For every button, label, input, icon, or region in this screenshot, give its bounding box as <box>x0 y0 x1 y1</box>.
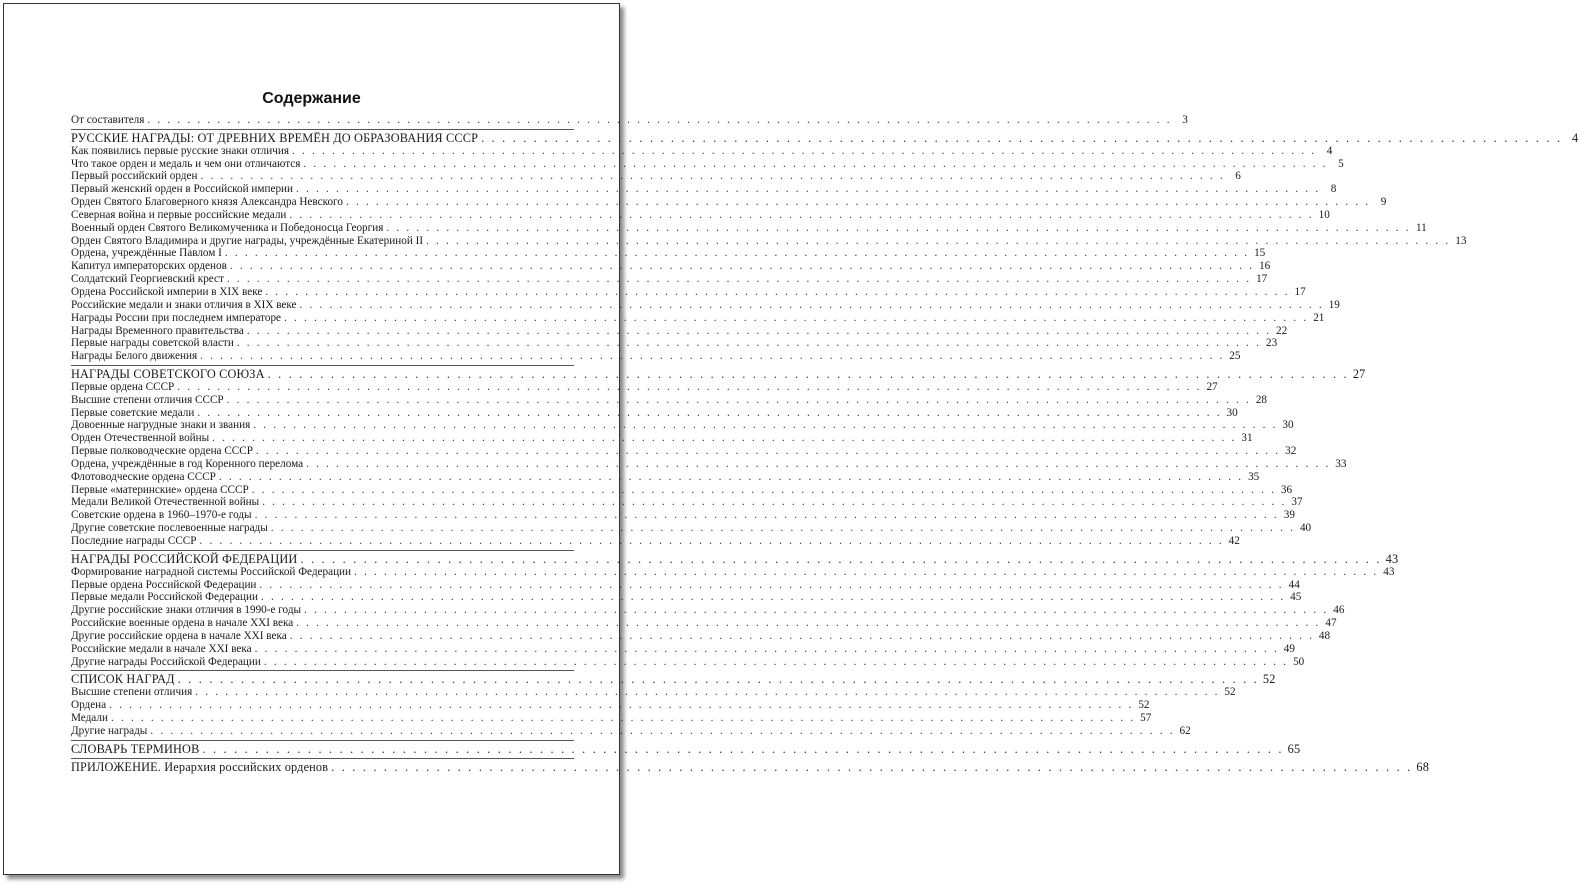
dot-leader <box>111 712 1135 725</box>
dot-leader <box>268 368 1349 381</box>
toc-entry-title: Последние награды СССР <box>71 535 197 547</box>
toc-entry-title: Первые медали Российской Федерации <box>71 591 258 604</box>
toc-entry-title: Высшие степени отличия <box>71 686 193 699</box>
toc-page-number: 49 <box>1283 642 1295 655</box>
toc-page-number: 9 <box>1380 196 1387 209</box>
toc-entry-title: РУССКИЕ НАГРАДЫ: ОТ ДРЕВНИХ ВРЕМЁН ДО ОБРАЗОВАНИЯ СССР <box>71 130 479 145</box>
toc-entry <box>71 642 1295 656</box>
dot-leader <box>237 337 1261 350</box>
toc-entry <box>71 183 1337 196</box>
dot-leader <box>147 114 1171 127</box>
toc-entry-title: Орден Святого Владимира и другие награды, учреждённые Екатериной II <box>71 234 424 247</box>
toc-entry-title: Другие награды Российской Федерации <box>71 655 261 668</box>
toc-entry-title: Первые награды советской власти <box>71 337 234 350</box>
toc-section-heading <box>71 741 1301 756</box>
toc-entry <box>71 208 1330 222</box>
toc-section-heading <box>71 672 1276 687</box>
toc-entry <box>71 617 1337 630</box>
toc-entry <box>71 535 1240 548</box>
toc-entry <box>71 699 1150 712</box>
toc-page-number: 46 <box>1333 604 1345 617</box>
toc-entry-title: Российские медали и знаки отличия в XIX веке <box>71 298 297 311</box>
toc-entry-title: Ордена, учреждённые Павлом I <box>71 247 222 260</box>
toc-entry <box>71 324 1288 338</box>
dot-leader <box>296 183 1320 196</box>
table-of-contents <box>71 114 1578 774</box>
toc-entry-title: Первые полководческие ордена СССР <box>71 445 253 458</box>
toc-entry-title: Медали Великой Отечественной войны <box>71 496 260 509</box>
dot-leader <box>300 553 1381 566</box>
toc-page-number: 21 <box>1313 311 1325 324</box>
toc-page-number: 22 <box>1276 324 1288 337</box>
toc-entry-title: НАГРАДЫ РОССИЙСКОЙ ФЕДЕРАЦИИ <box>71 551 298 566</box>
toc-page-number: 47 <box>1325 617 1337 630</box>
toc-entry-title: Первые «материнские» ордена СССР <box>71 483 249 496</box>
toc-page-number: 27 <box>1352 367 1366 382</box>
toc-entry-title: Другие российские ордена в начале XXI века <box>71 629 287 642</box>
toc-entry <box>71 565 1395 579</box>
dot-leader <box>109 699 1133 712</box>
toc-page-number: 48 <box>1318 629 1331 642</box>
toc-page-number: 39 <box>1283 509 1295 522</box>
toc-entry-title: Довоенные нагрудные знаки и звания <box>71 419 251 432</box>
toc-entry <box>71 578 1300 592</box>
toc-entry-title: Что такое орден и медаль и чем они отличаются <box>71 157 301 170</box>
toc-page-number: 40 <box>1299 522 1312 535</box>
toc-page-number: 30 <box>1282 419 1294 432</box>
toc-entry <box>71 629 1331 643</box>
toc-page-number: 62 <box>1179 724 1191 737</box>
toc-page-number: 30 <box>1226 406 1238 419</box>
toc-section-heading <box>71 551 1399 566</box>
dot-leader <box>212 432 1236 445</box>
dot-leader <box>290 630 1314 643</box>
toc-page-number: 3 <box>1182 114 1188 126</box>
toc-entry-title: Медали <box>71 711 108 724</box>
toc-entry <box>71 114 1188 127</box>
dot-leader <box>306 458 1330 471</box>
dot-leader <box>354 566 1378 579</box>
toc-entry <box>71 196 1387 209</box>
toc-entry <box>71 380 1218 394</box>
toc-entry <box>71 604 1345 617</box>
dot-leader <box>178 673 1259 686</box>
toc-page-number: 43 <box>1383 565 1395 578</box>
dot-leader <box>200 350 1224 363</box>
document-page <box>3 3 1578 875</box>
section-divider <box>71 670 574 671</box>
dot-leader <box>256 445 1280 458</box>
toc-entry <box>71 470 1260 484</box>
dot-leader <box>292 145 1316 158</box>
toc-entry-title: Награды Белого движения <box>71 350 198 363</box>
toc-entry <box>71 711 1152 725</box>
toc-section-heading <box>71 367 1366 382</box>
toc-entry-title: Первый российский орден <box>71 170 198 183</box>
toc-entry-title: Другие российские знаки отличия в 1990-е годы <box>71 604 302 617</box>
dot-leader <box>195 686 1219 699</box>
toc-page-number: 23 <box>1265 337 1278 350</box>
dot-leader <box>227 394 1251 407</box>
toc-page-number: 25 <box>1229 350 1241 363</box>
toc-page-number: 32 <box>1285 445 1297 458</box>
toc-entry-title: Высшие степени отличия СССР <box>71 393 224 406</box>
dot-leader <box>262 496 1286 509</box>
toc-section-heading <box>71 759 1429 774</box>
dot-leader <box>284 312 1308 325</box>
dot-leader <box>259 579 1283 592</box>
toc-entry-title: Солдатский Георгиевский крест <box>71 273 224 286</box>
toc-page-number: 52 <box>1262 672 1276 687</box>
toc-entry-title: Первые ордена СССР <box>71 380 175 393</box>
dot-leader <box>289 209 1313 222</box>
dot-leader <box>177 381 1201 394</box>
toc-page-number: 4 <box>1326 144 1333 157</box>
toc-entry <box>71 406 1238 420</box>
toc-entry-title: Орден Отечественной войны <box>71 432 210 445</box>
toc-entry <box>71 724 1191 738</box>
toc-entry-title: Как появились первые русские знаки отличия <box>71 144 289 157</box>
toc-entry-title: От составителя <box>71 114 145 126</box>
toc-entry-title: Северная война и первые российские медали <box>71 208 287 221</box>
toc-page-number: 17 <box>1256 273 1268 286</box>
toc-entry-title: НАГРАДЫ СОВЕТСКОГО СОЮЗА <box>71 367 265 382</box>
toc-entry <box>71 298 1340 312</box>
dot-leader <box>481 132 1562 145</box>
toc-page-number: 45 <box>1290 591 1302 604</box>
dot-leader <box>296 617 1320 630</box>
toc-page-number: 35 <box>1248 470 1260 483</box>
dot-leader <box>331 761 1412 774</box>
toc-entry <box>71 221 1427 235</box>
toc-entry-title: СПИСОК НАГРАД <box>71 672 175 687</box>
toc-entry-title: Орден Святого Благоверного князя Александра Невского <box>71 196 343 209</box>
toc-page-number: 33 <box>1335 457 1347 470</box>
toc-page-number: 43 <box>1385 551 1399 566</box>
toc-entry <box>71 591 1302 604</box>
toc-page-number: 28 <box>1255 393 1268 406</box>
toc-page-number: 52 <box>1138 699 1150 712</box>
toc-page-number: 57 <box>1140 711 1152 724</box>
toc-page-number: 52 <box>1224 686 1236 699</box>
toc-page-number: 27 <box>1206 380 1218 393</box>
toc-entry-title: Российские медали в начале XXI века <box>71 642 252 655</box>
toc-entry <box>71 350 1241 363</box>
dot-leader <box>386 222 1410 235</box>
toc-entry-title: Первые советские медали <box>71 406 195 419</box>
toc-entry-title: Капитул императорских орденов <box>71 260 227 273</box>
toc-page-number: 4 <box>1571 130 1578 145</box>
toc-entry-title: Формирование наградной системы Российской Федерации <box>71 565 352 578</box>
toc-entry <box>71 144 1333 158</box>
toc-page-number: 16 <box>1259 260 1271 273</box>
toc-entry-title: Российские военные ордена в начале XXI века <box>71 617 294 630</box>
toc-entry <box>71 522 1312 535</box>
toc-entry <box>71 234 1467 248</box>
dot-leader <box>265 286 1289 299</box>
toc-entry <box>71 432 1253 445</box>
toc-page-number: 5 <box>1338 157 1344 170</box>
dot-leader <box>264 656 1288 669</box>
toc-page-number: 50 <box>1293 655 1305 668</box>
toc-entry <box>71 170 1241 183</box>
section-divider <box>71 365 574 366</box>
dot-leader <box>304 604 1328 617</box>
dot-leader <box>346 196 1370 209</box>
toc-entry-title: Ордена Российской империи в XIX веке <box>71 285 263 298</box>
section-divider <box>71 550 574 551</box>
toc-page-number: 65 <box>1287 741 1301 756</box>
section-divider <box>71 740 574 741</box>
toc-page-number: 15 <box>1254 247 1266 260</box>
section-divider <box>71 758 574 759</box>
toc-page-number: 6 <box>1235 170 1241 183</box>
toc-page-number: 8 <box>1330 183 1337 196</box>
toc-entry <box>71 509 1295 522</box>
dot-leader <box>197 407 1221 420</box>
toc-page-number: 11 <box>1415 221 1427 234</box>
toc-entry <box>71 457 1347 471</box>
toc-entry <box>71 273 1268 286</box>
toc-page-number: 37 <box>1291 496 1303 509</box>
toc-page-number: 19 <box>1328 298 1340 311</box>
dot-leader <box>271 522 1295 535</box>
toc-page-number: 13 <box>1455 234 1467 247</box>
toc-entry-title: ПРИЛОЖЕНИЕ. Иерархия российских орденов <box>71 759 329 774</box>
toc-entry-title: Флотоводческие ордена СССР <box>71 470 216 483</box>
toc-entry-title: СЛОВАРЬ ТЕРМИНОВ <box>71 741 200 756</box>
dot-leader <box>261 591 1285 604</box>
toc-entry <box>71 247 1266 260</box>
dot-leader <box>303 158 1327 171</box>
toc-entry-title: Советские ордена в 1960–1970-е годы <box>71 509 252 522</box>
dot-leader <box>252 484 1276 497</box>
toc-page-number: 68 <box>1416 759 1429 774</box>
toc-page-number: 17 <box>1294 285 1306 298</box>
toc-entry-title: Военный орден Святого Великомученика и Победоносца Георгия <box>71 221 384 234</box>
dot-leader <box>255 509 1279 522</box>
toc-entry <box>71 285 1306 299</box>
toc-entry <box>71 496 1303 509</box>
toc-entry-title: Первый женский орден в Российской империи <box>71 183 294 196</box>
toc-entry <box>71 419 1294 432</box>
dot-leader <box>253 419 1277 432</box>
toc-entry <box>71 260 1271 273</box>
toc-page-number: 44 <box>1288 578 1300 591</box>
dot-leader <box>426 235 1450 248</box>
toc-entry <box>71 157 1344 171</box>
toc-entry <box>71 311 1325 325</box>
dot-leader <box>200 170 1224 183</box>
dot-leader <box>199 535 1223 548</box>
dot-leader <box>202 743 1283 756</box>
toc-entry-title: Ордена <box>71 699 107 712</box>
toc-entry-title: Ордена, учреждённые в год Коренного перелома <box>71 457 304 470</box>
toc-page-number: 42 <box>1228 535 1240 547</box>
toc-entry-title: Другие награды <box>71 724 148 737</box>
toc-page-number: 31 <box>1241 432 1253 445</box>
dot-leader <box>255 643 1279 656</box>
toc-entry-title: Награды Временного правительства <box>71 324 244 337</box>
dot-leader <box>227 273 1251 286</box>
dot-leader <box>150 725 1174 738</box>
dot-leader <box>225 247 1249 260</box>
toc-entry <box>71 655 1305 669</box>
page-title: Содержание <box>262 90 361 107</box>
toc-entry <box>71 393 1268 407</box>
toc-entry <box>71 686 1236 699</box>
toc-entry-title: Первые ордена Российской Федерации <box>71 578 257 591</box>
toc-page-number: 36 <box>1280 483 1293 496</box>
toc-entry-title: Другие советские послевоенные награды <box>71 522 268 535</box>
dot-leader <box>247 325 1271 338</box>
toc-entry <box>71 445 1297 458</box>
section-divider <box>71 129 574 130</box>
toc-section-heading <box>71 130 1578 145</box>
toc-page-number: 10 <box>1318 208 1330 221</box>
toc-entry <box>71 337 1278 350</box>
toc-entry-title: Награды России при последнем императоре <box>71 311 282 324</box>
dot-leader <box>219 471 1243 484</box>
toc-entry <box>71 483 1293 497</box>
dot-leader <box>230 260 1254 273</box>
dot-leader <box>300 299 1324 312</box>
